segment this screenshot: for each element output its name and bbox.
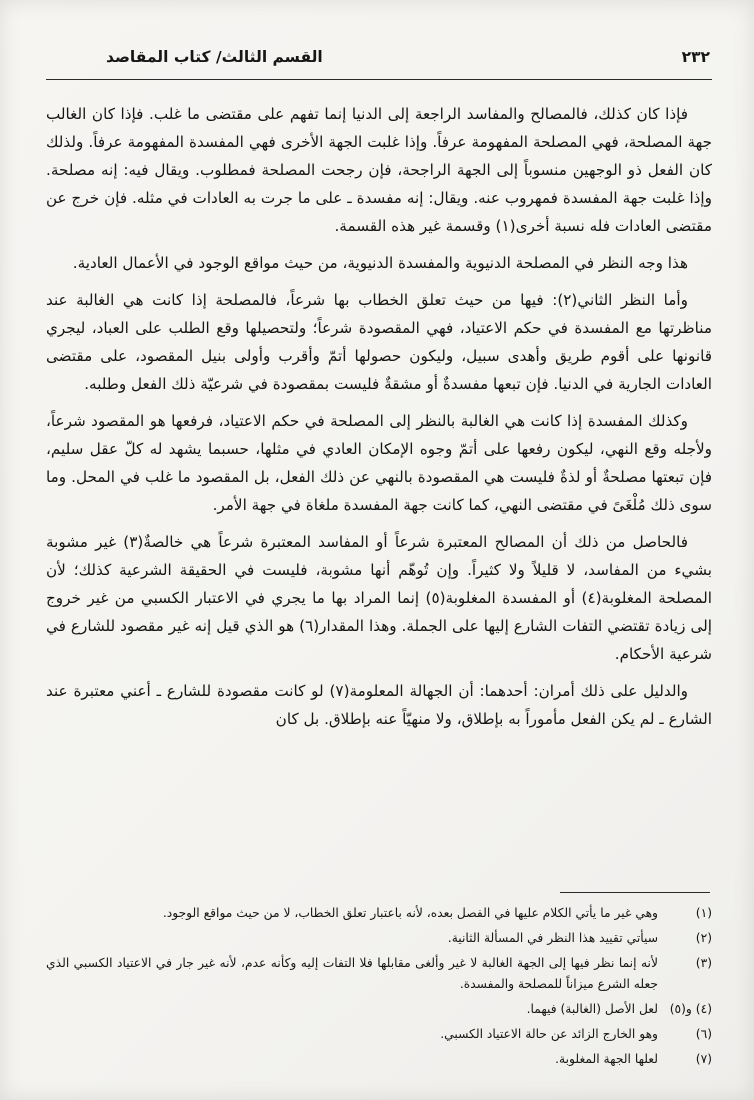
header-rule [46, 79, 712, 80]
footnote-marker: (١) [695, 906, 712, 920]
footnote-item [46, 1024, 712, 1045]
footnote-text: لعل الأصل (الغالبة) فيهما. [526, 1002, 658, 1016]
footnotes [46, 903, 712, 1070]
page-number: ٢٣٢ [681, 48, 710, 66]
footnote-marker: (٣) [695, 956, 712, 970]
footnote-separator [560, 892, 710, 893]
footnote-block [46, 880, 712, 1074]
paragraph-4: وكذلك المفسدة إذا كانت هي الغالبة بالنظر إلى المصلحة في حكم الاعتياد، فرفعها هو المقصود شرعاً، ولأجله وقع النهي، ليكون رفعها على أتمّ وجوه الإمكان العادي في مثلها، حسبما يشهد له كلّ عقل سليم، فإن تبعتها مصلحةٌ أو لذةٌ فليست هي المقصودة بالنهي عن ذلك الفعل، بل المقصود ما غلب في المحل. وما سوى ذلك مُلْغَىً في مقتضى النهي، كما كانت جهة المفسدة ملغاة في جهة الأمر. [46, 412, 712, 514]
footnote-text: وهي غير ما يأتي الكلام عليها في الفصل بعده، لأنه باعتبار تعلق الخطاب، لا من حيث مواقع الوجود. [162, 906, 658, 920]
paragraph-6: والدليل على ذلك أمران: أحدهما: أن الجهالة المعلومة(٧) لو كانت مقصودة للشارع ـ أعني معتبرة عند الشارع ـ لم يكن الفعل مأموراً به بإطلاق، ولا منهيّاً عنه بإطلاق. بل كان [46, 682, 712, 728]
paragraph-1: فإذا كان كذلك، فالمصالح والمفاسد الراجعة إلى الدنيا إنما تفهم على مقتضى ما غلب. فإذا كان الغالب جهة المصلحة، فهي المصلحة المفهومة عرفاً. وإذا غلبت الجهة الأخرى فهي المفسدة المفهومة عرفاً. ولذلك كان الفعل ذو الوجهين منسوباً إلى الجهة الراجحة، فإن رجحت المصلحة فمطلوب. ويقال فيه: إنه مصلحة. وإذا غلبت جهة المفسدة فمهروب عنه. ويقال: إنه مفسدة ـ على ما جرت به العادات في مثله. فإن خرج عن مقتضى العادات فله نسبة أخرى(١) وقسمة غير هذه القسمة. [46, 105, 712, 235]
footnote-item [46, 999, 712, 1020]
footnote-marker: (٤) و(٥) [669, 1002, 712, 1016]
footnote-item [46, 1049, 712, 1070]
footnote-text: لعلها الجهة المغلوبة. [555, 1052, 658, 1066]
paragraph-3: وأما النظر الثاني(٢): فيها من حيث تعلق الخطاب بها شرعاً، فالمصلحة إذا كانت هي الغالبة عند مناظرتها مع المفسدة في حكم الاعتياد، فهي المقصودة شرعاً؛ ولتحصيلها وقع الطلب على العباد، ليجري قانونها على أقوم طريق وأهدى سبيل، وليكون حصولها أتمّ وأقرب وأولى بنيل المقصود، على مقتضى العادات الجارية في الدنيا. فإن تبعها مفسدةٌ أو مشقةٌ فليست بمقصودة في شرعيّة ذلك الفعل وطلبه. [46, 291, 712, 393]
paragraph-2: هذا وجه النظر في المصلحة الدنيوية والمفسدة الدنيوية، من حيث مواقع الوجود في الأعمال العادية. [72, 254, 688, 272]
footnote-item [46, 953, 712, 995]
footnote-item [46, 903, 712, 924]
footnote-marker: (٧) [695, 1052, 712, 1066]
footnote-text: وهو الخارج الزائد عن حالة الاعتياد الكسبي. [440, 1027, 658, 1041]
footnote-text: لأنه إنما نظر فيها إلى الجهة الغالبة لا غير وألغى مقابلها فلا التفات إليه وكأنه عدم، لأنه غير جار في الاعتياد الكسبي الذي جعله الشرع ميزاناً للمصلحة والمفسدة. [46, 956, 658, 991]
footnote-marker: (٢) [695, 931, 712, 945]
footnote-text: سيأتي تقييد هذا النظر في المسألة الثانية. [447, 931, 658, 945]
footnote-item [46, 928, 712, 949]
header-title: القسم الثالث/ كتاب المقاصد [106, 48, 323, 66]
page-header [46, 48, 712, 74]
footnote-marker: (٦) [695, 1027, 712, 1041]
paragraph-5: فالحاصل من ذلك أن المصالح المعتبرة شرعاً أو المفاسد المعتبرة شرعاً هي خالصةٌ(٣) غير مشوبة بشيء من المفاسد، لا قليلاً ولا كثيراً. وإن تُوهّم أنها مشوبة، فليست في الحقيقة الشرعية كذلك؛ لأن المصلحة المغلوبة(٤) أو المفسدة المغلوبة(٥) إنما المراد بها ما يجري في الاعتبار الكسبي من غير خروج إلى زيادة تقتضي التفات الشارع إليها على الجملة. وهذا المقدار(٦) هو الذي قيل إنه غير مقصود للشارع في شرعية الأحكام. [46, 533, 712, 663]
body-text [46, 100, 712, 880]
